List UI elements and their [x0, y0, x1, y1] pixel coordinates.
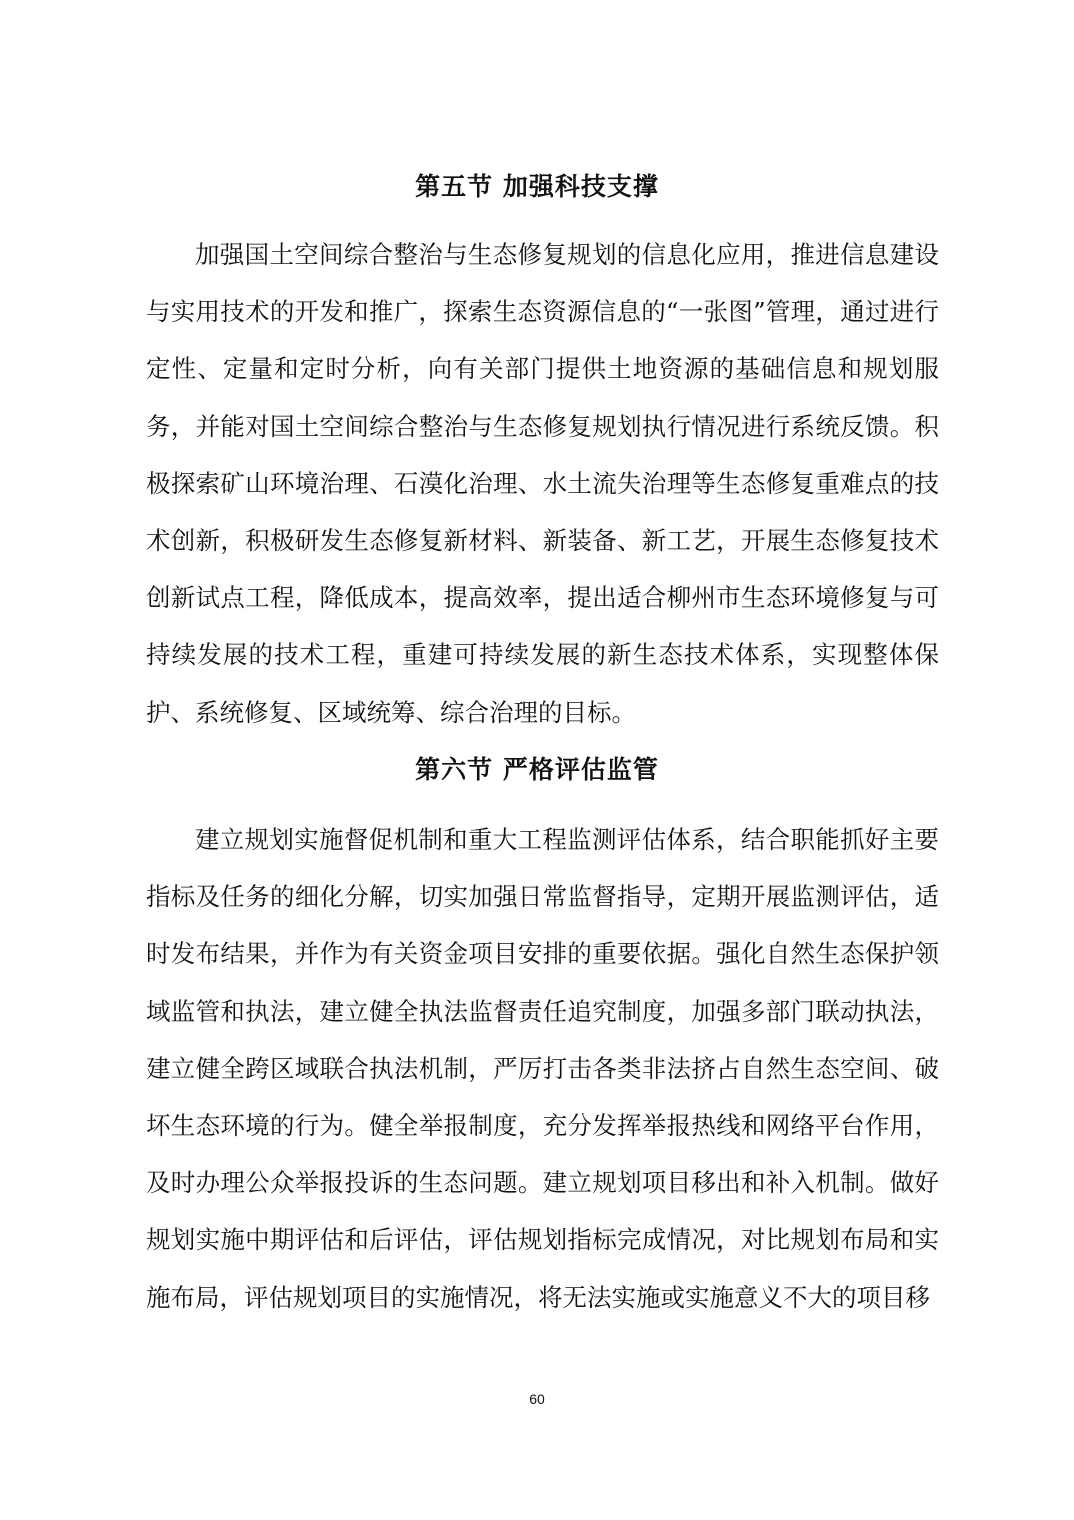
section-heading-5: 第五节 加强科技支撑 [415, 172, 659, 201]
section-body-5: 加强国土空间综合整治与生态修复规划的信息化应用，推进信息建设与实用技术的开发和推广，探索生态资源信息的“一张图”管理，通过进行定性、定量和定时分析，向有关部门提供土地资源的基础信息和规划服务，并能对国土空间综合整治与生态修复规划执行情况进行系统反馈。积极探索矿山环境治理、石漠化治理、水土流失治理等生态修复重难点的技术创新，积极研发生态修复新材料、新装备、新工艺，开展生态修复技术创新试点工程，降低成本，提高效率，提出适合柳州市生态环境修复与可持续发展的技术工程，重建可持续发展的新生态技术体系，实现整体保护、系统修复、区域统筹、综合治理的目标。 [146, 240, 939, 727]
section-heading-6: 第六节 严格评估监管 [415, 755, 659, 784]
section-body-6: 建立规划实施督促机制和重大工程监测评估体系，结合职能抓好主要指标及任务的细化分解，切实加强日常监督指导，定期开展监测评估，适时发布结果，并作为有关资金项目安排的重要依据。强化自然生态保护领域监管和执法，建立健全执法监督责任追究制度，加强多部门联动执法，建立健全跨区域联合执法机制，严厉打击各类非法挤占自然生态空间、破坏生态环境的行为。健全举报制度，充分发挥举报热线和网络平台作用，及时办理公众举报投诉的生态问题。建立规划项目移出和补入机制。做好规划实施中期评估和后评估，评估规划指标完成情况，对比规划布局和实施布局，评估规划项目的实施情况，将无法实施或实施意义不大的项目移 [146, 825, 939, 1312]
page-number: 60 [529, 1391, 545, 1407]
